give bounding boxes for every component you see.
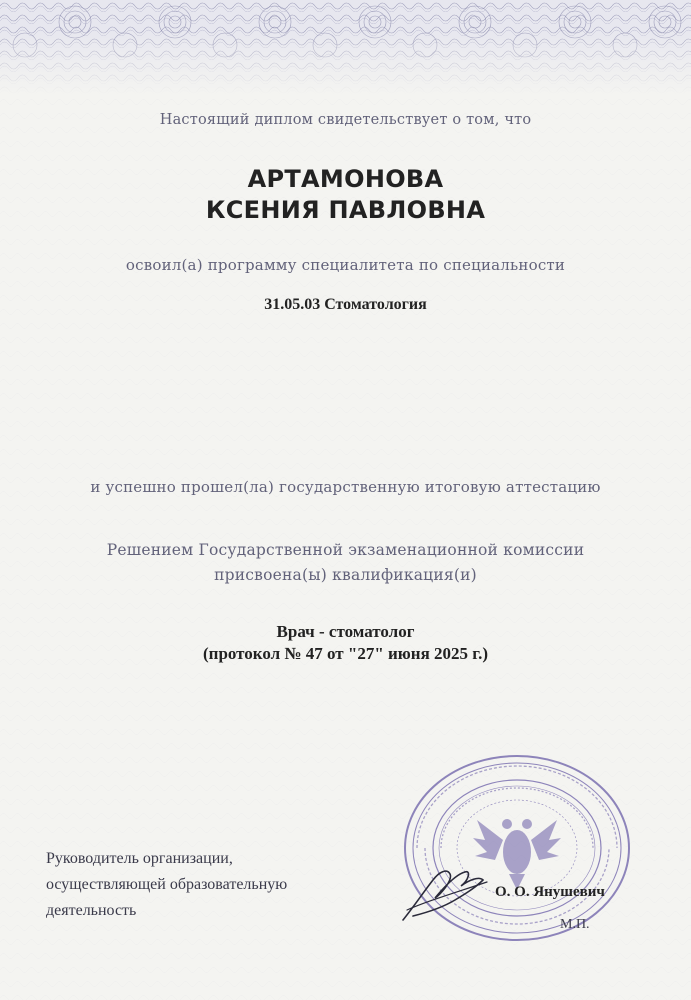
decision-text-line-2: присвоена(ы) квалификация(и) bbox=[214, 566, 477, 584]
attestation-text: и успешно прошел(ла) государственную итоговую аттестацию bbox=[90, 478, 601, 496]
graduate-surname: АРТАМОНОВА bbox=[247, 165, 444, 193]
handwritten-signature bbox=[395, 850, 495, 930]
guilloche-band bbox=[0, 0, 691, 95]
specialty: 31.05.03 Стоматология bbox=[264, 296, 427, 313]
stamp-place-label: М.П. bbox=[560, 917, 590, 932]
graduate-given-names: КСЕНИЯ ПАВЛОВНА bbox=[205, 196, 486, 224]
signer-name: О. О. Янушевич bbox=[495, 884, 605, 900]
role-line-2: осуществляющей образовательную bbox=[46, 876, 288, 893]
intro-text: Настоящий диплом свидетельствует о том, что bbox=[159, 112, 532, 128]
role-line-3: деятельность bbox=[46, 902, 137, 919]
decision-text-line-1: Решением Государственной экзаменационной комиссии bbox=[106, 541, 585, 559]
signatory-role bbox=[46, 846, 287, 924]
role-line-1: Руководитель организации, bbox=[46, 850, 233, 867]
protocol-info: (протокол № 47 от "27" июня 2025 г.) bbox=[202, 644, 489, 663]
qualification: Врач - стоматолог bbox=[276, 622, 415, 641]
program-text: освоил(а) программу специалитета по специальности bbox=[125, 256, 566, 274]
